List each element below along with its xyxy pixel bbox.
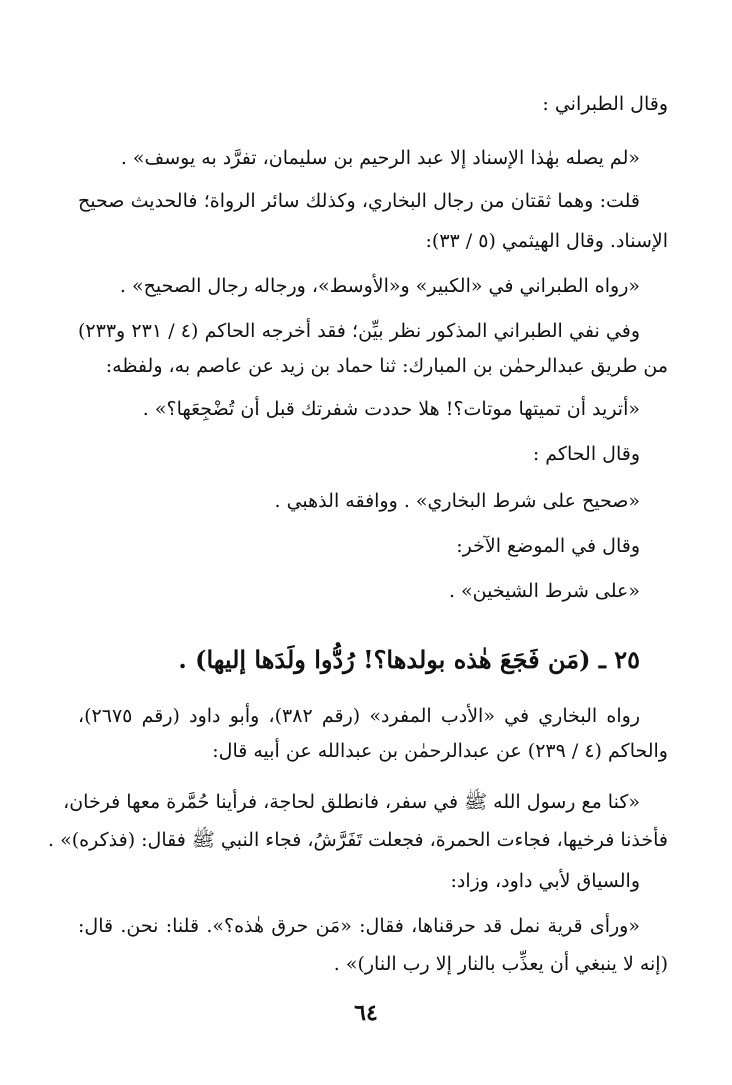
- text-line: «كنا مع رسول الله ﷺ في سفر، فانطلق لحاجة، فرأينا حُمَّرة معها فرخان،: [63, 791, 640, 813]
- text-line: «لم يصله بهٰذا الإسناد إلا عبد الرحيم بن سليمان، تفرَّد به يوسف» .: [120, 147, 640, 169]
- text-line: رواه البخاري في «الأدب المفرد» (رقم ٣٨٢)، وأبو داود (رقم ٢٦٧٥)،: [78, 705, 641, 727]
- text-line: والسياق لأبي داود، وزاد:: [450, 870, 640, 892]
- text-line: من طريق عبدالرحمٰن بن المبارك: ثنا حماد بن زيد عن عاصم به، ولفظه:: [105, 355, 668, 377]
- text-line: وقال الطبراني :: [542, 93, 668, 115]
- text-line: وفي نفي الطبراني المذكور نظر بيِّن؛ فقد أخرجه الحاكم (٤ / ٢٣١ و٢٣٣): [78, 320, 641, 342]
- text-line: وقال في الموضع الآخر:: [456, 535, 640, 557]
- text-line: «ورأى قرية نمل قد حرقناها، فقال: «مَن حرق هٰذه؟». قلنا: نحن. قال:: [78, 915, 640, 937]
- text-line: قلت: وهما ثقتان من رجال البخاري، وكذلك سائر الرواة؛ فالحديث صحيح: [78, 190, 640, 212]
- page-number: ٦٤: [354, 1000, 378, 1026]
- section-heading: ٢٥ ـ (مَن فَجَعَ هٰذه بولدها؟! رُدُّوا ولَدَها إليها) .: [178, 645, 640, 674]
- text-line: «صحيح على شرط البخاري» . ووافقه الذهبي .: [274, 490, 640, 512]
- text-line: «رواه الطبراني في «الكبير» و«الأوسط»، ورجاله رجال الصحيح» .: [119, 275, 640, 297]
- text-line: والحاكم (٤ / ٢٣٩) عن عبدالرحمٰن بن عبدالله عن أبيه قال:: [212, 740, 668, 762]
- text-line: وقال الحاكم :: [532, 443, 640, 465]
- text-line: «أتريد أن تميتها موتات؟! هلا حددت شفرتك قبل أن تُضْجِعَها؟» .: [142, 398, 640, 420]
- text-line: الإسناد. وقال الهيثمي (٥ / ٣٣):: [425, 230, 668, 252]
- text-line: «على شرط الشيخين» .: [448, 580, 640, 602]
- text-line: فأخذنا فرخيها، فجاءت الحمرة، فجعلت تَفَرَّشُ، فجاء النبي ﷺ فقال: (فذكره)» .: [48, 829, 668, 851]
- text-line: (إنه لا ينبغي أن يعذِّب بالنار إلا رب النار)» .: [333, 953, 668, 975]
